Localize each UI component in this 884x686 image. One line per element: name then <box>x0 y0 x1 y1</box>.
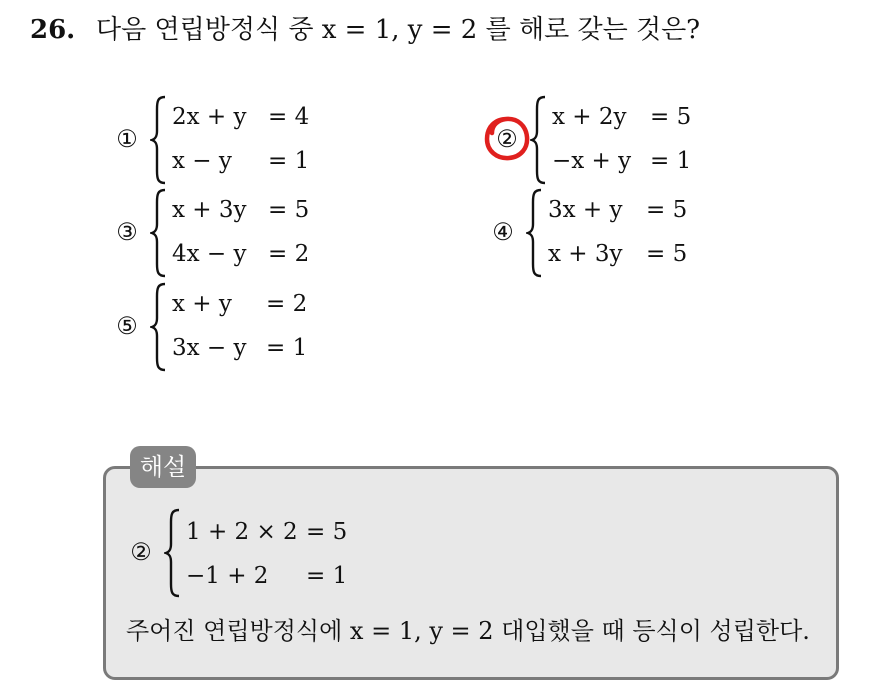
equation-lhs: 3x + y <box>548 197 623 223</box>
choice-3[interactable] <box>112 186 372 280</box>
explanation-text: 주어진 연립방정식에 x = 1, y = 2 대입했을 때 등식이 성립한다. <box>126 617 810 645</box>
left-brace <box>164 508 182 598</box>
explanation-tab: 해설 <box>130 446 196 488</box>
left-brace <box>530 95 548 185</box>
choice-marker: ② <box>496 125 518 153</box>
choice-marker: ① <box>116 125 138 153</box>
equation-row <box>552 97 692 137</box>
equation-row <box>172 141 310 181</box>
equation-lhs: x + 3y <box>548 241 623 267</box>
equation-lhs: 2x + y <box>172 104 247 130</box>
question-number: 26. <box>30 15 76 45</box>
equation-row <box>548 190 688 230</box>
equation-row <box>552 141 692 181</box>
equation-row <box>548 234 688 274</box>
equation-lhs: x + y <box>172 291 232 317</box>
choice-5[interactable] <box>112 280 372 374</box>
choice-marker: ④ <box>492 218 514 246</box>
equation-row <box>172 284 308 324</box>
equation-rhs: = 5 <box>306 519 348 545</box>
equation-lhs: −x + y <box>552 148 632 174</box>
equation-row <box>172 97 310 137</box>
equation-rhs: = 1 <box>266 335 308 361</box>
equation-lhs: −1 + 2 <box>186 563 269 589</box>
choice-2[interactable] <box>492 93 752 187</box>
equation-lhs: 4x − y <box>172 241 247 267</box>
question <box>30 12 700 48</box>
equation-rhs: = 2 <box>268 241 310 267</box>
equation-row <box>172 234 310 274</box>
equation-rhs: = 1 <box>268 148 310 174</box>
equation-rhs: = 5 <box>646 241 688 267</box>
choice-marker: ③ <box>116 218 138 246</box>
equation-rhs: = 5 <box>646 197 688 223</box>
left-brace <box>150 95 168 185</box>
equation-row <box>186 556 348 596</box>
equation-rhs: = 2 <box>266 291 308 317</box>
equation-rhs: = 1 <box>306 563 348 589</box>
explanation-marker: ② <box>130 538 152 566</box>
equation-lhs: x + 3y <box>172 197 247 223</box>
left-brace <box>150 282 168 372</box>
equation-lhs: 3x − y <box>172 335 247 361</box>
equation-lhs: x + 2y <box>552 104 627 130</box>
left-brace <box>150 188 168 278</box>
equation-row <box>172 190 310 230</box>
question-text: 다음 연립방정식 중 x = 1, y = 2 를 해로 갖는 것은? <box>96 15 701 45</box>
choice-4[interactable] <box>488 186 748 280</box>
equation-rhs: = 4 <box>268 104 310 130</box>
choice-1[interactable] <box>112 93 372 187</box>
equation-lhs: x − y <box>172 148 232 174</box>
equation-rhs: = 5 <box>650 104 692 130</box>
left-brace <box>526 188 544 278</box>
equation-row <box>172 328 308 368</box>
equation-rhs: = 5 <box>268 197 310 223</box>
equation-row <box>186 512 348 552</box>
explanation-answer <box>126 506 426 600</box>
choice-marker: ⑤ <box>116 312 138 340</box>
equation-lhs: 1 + 2 × 2 <box>186 519 298 545</box>
equation-rhs: = 1 <box>650 148 692 174</box>
